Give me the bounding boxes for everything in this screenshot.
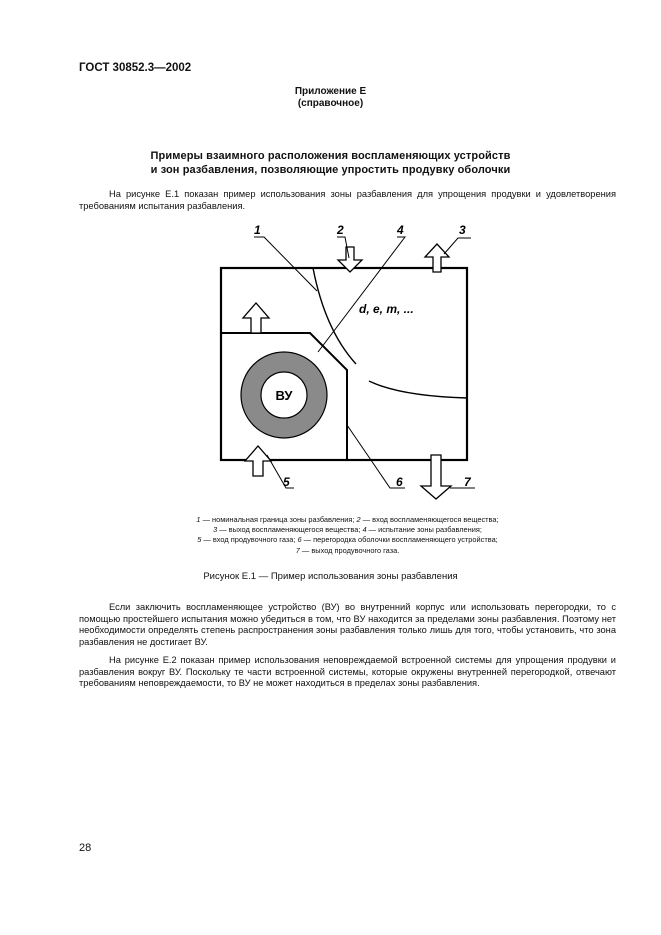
- legend-line-1: [79, 515, 616, 525]
- legend-text: — выход воспламеняющегося вещества;: [217, 525, 363, 535]
- legend-num: 1: [196, 515, 201, 524]
- legend-text: — перегородка оболочки воспламеняющего устройства;: [301, 535, 498, 545]
- callout-4: 4: [397, 223, 404, 237]
- figure-caption: Рисунок Е.1 — Пример использования зоны разбавления: [203, 571, 458, 582]
- figure-e1-diagram: [0, 218, 661, 510]
- legend-num: 5: [197, 535, 202, 545]
- legend-num: 7: [295, 545, 300, 555]
- section-title-line1: Примеры взаимного расположения воспламеняющих устройств: [150, 150, 511, 162]
- legend-num: 4: [362, 525, 367, 535]
- legend-text: — вход воспламеняющегося вещества;: [360, 515, 499, 524]
- figure-legend: [79, 515, 616, 556]
- dilution-boundary-arc-2: [369, 381, 467, 398]
- appendix-title: Приложение Е: [294, 86, 367, 97]
- purge-outlet-arrow: [421, 455, 451, 499]
- legend-text: — выход продувочного газа.: [299, 545, 400, 555]
- legend-text: — испытание зоны разбавления;: [366, 525, 482, 535]
- legend-line-3: [79, 535, 616, 545]
- callout-2: 2: [337, 223, 344, 237]
- legend-num: 6: [297, 535, 302, 545]
- legend-line-2: [79, 525, 616, 535]
- leader-line-3: [444, 238, 471, 254]
- body-paragraph-1: Если заключить воспламеняющее устройство (ВУ) во внутренний корпус или использовать перегородки, то с помощью простейшего испытания можно убедиться в том, что ВУ находится за пределами зоны разбавления. Поэтому нет необходимости определять степень распространения зоны разбавления только лишь для того, чтобы установить, что зона разбавления не достигает ВУ.: [79, 602, 616, 647]
- page-number: 28: [79, 842, 92, 854]
- callout-5: 5: [283, 475, 290, 489]
- legend-text: — вход продувочного газа;: [201, 535, 298, 545]
- zone-label: d, e, m, ...: [359, 302, 414, 316]
- leader-line-4: [318, 237, 405, 352]
- section-title-line2: и зон разбавления, позволяющие упростить продувку оболочки: [150, 164, 511, 176]
- document-header: ГОСТ 30852.3—2002: [79, 62, 192, 74]
- legend-text: — номинальная граница зоны разбавления;: [200, 515, 357, 524]
- legend-num: 2: [356, 515, 361, 524]
- callout-7: 7: [464, 475, 471, 489]
- callout-6: 6: [396, 475, 403, 489]
- legend-line-4: [79, 546, 616, 556]
- device-label: ВУ: [275, 388, 293, 403]
- leader-line-1: [254, 237, 317, 291]
- callout-3: 3: [459, 223, 466, 237]
- callout-1: 1: [254, 223, 261, 237]
- body-paragraph-2: На рисунке Е.2 показан пример использования неповреждаемой встроенной системы для упрощения продувки и разбавления вокруг ВУ. Поскольку те части встроенной системы, которые окружены внутренней перегородкой, отвечают требованиям неповреждаемости, то ВУ не может находиться в пределах зоны разбавления.: [79, 655, 616, 689]
- appendix-type: (справочное): [297, 98, 364, 109]
- partition-vent-arrow: [243, 303, 269, 333]
- intro-paragraph: На рисунке Е.1 показан пример использования зоны разбавления для упрощения продувки и удовлетворения требованиям испытания разбавления.: [79, 189, 616, 211]
- legend-num: 3: [213, 525, 218, 535]
- purge-inlet-arrow: [245, 446, 271, 476]
